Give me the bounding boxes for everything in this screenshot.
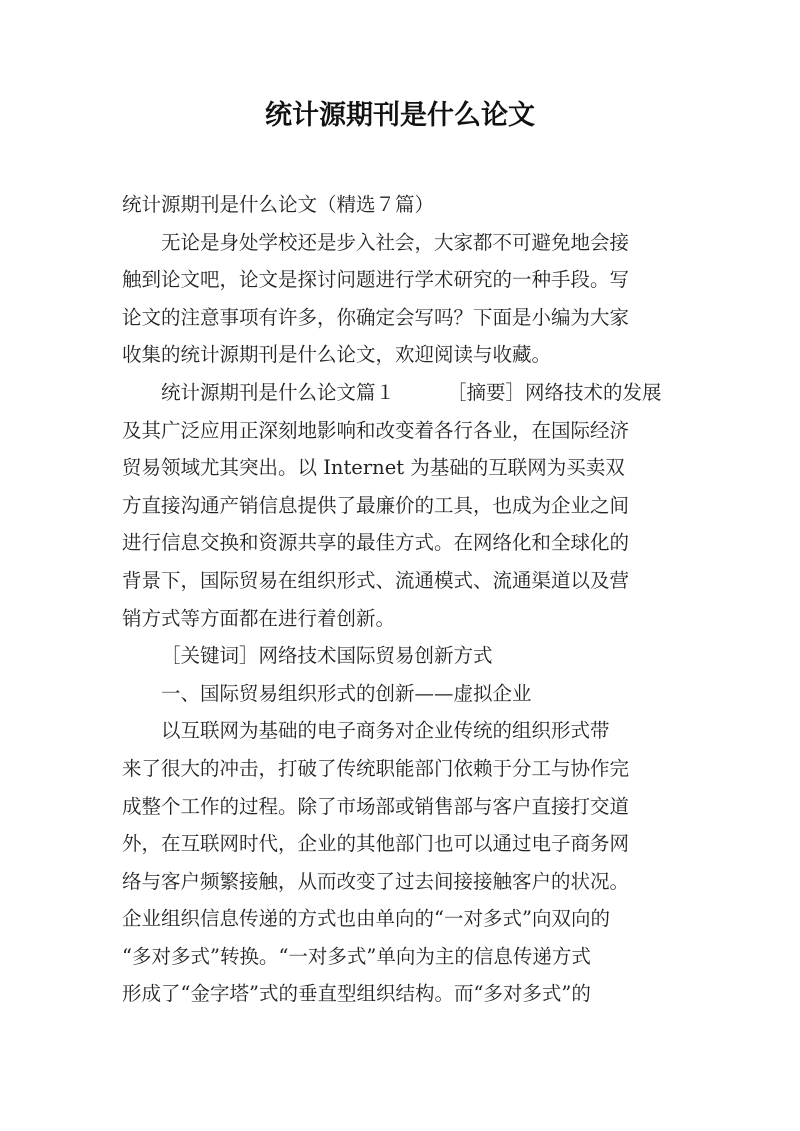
paragraph-line: 及其广泛应用正深刻地影响和改变着各行各业，在国际经济 bbox=[122, 418, 630, 442]
paragraph-line: 以互联网为基础的电子商务对企业传统的组织形式带 bbox=[161, 719, 610, 743]
section-heading: 一、国际贸易组织形式的创新——虚拟企业 bbox=[161, 681, 532, 705]
paragraph-line: 成整个工作的过程。除了市场部或销售部与客户直接打交道 bbox=[122, 794, 630, 818]
document-title: 统计源期刊是什么论文 bbox=[265, 100, 535, 131]
paragraph-line: 背景下，国际贸易在组织形式、流通模式、流通渠道以及营 bbox=[122, 568, 630, 592]
paragraph-line: 来了很大的冲击，打破了传统职能部门依赖于分工与协作完 bbox=[122, 756, 630, 780]
paragraph-line: 络与客户频繁接触，从而改变了过去间接接触客户的状况。 bbox=[122, 869, 630, 893]
section-heading-line bbox=[122, 374, 682, 412]
paragraph-line: 贸易领域尤其突出。以 Internet 为基础的互联网为买卖双 bbox=[122, 456, 625, 480]
paragraph-line: “多对多式”转换。“一对多式”单向为主的信息传递方式 bbox=[122, 944, 591, 968]
section-heading: 统计源期刊是什么论文篇１ bbox=[161, 380, 396, 404]
paragraph-line: 外，在互联网时代，企业的其他部门也可以通过电子商务网 bbox=[122, 832, 630, 856]
paragraph-line: 企业组织信息传递的方式也由单向的“一对多式”向双向的 bbox=[122, 907, 610, 931]
paragraph-line: 触到论文吧，论文是探讨问题进行学术研究的一种手段。写 bbox=[122, 268, 630, 292]
paragraph-line: 方直接沟通产销信息提供了最廉价的工具，也成为企业之间 bbox=[122, 493, 630, 517]
paragraph-line: 形成了“金字塔”式的垂直型组织结构。而“多对多式”的 bbox=[122, 982, 591, 1006]
paragraph-line: 销方式等方面都在进行着创新。 bbox=[122, 606, 396, 630]
abstract-label: ［摘要］网络技术的发展 bbox=[447, 380, 662, 404]
keywords-line: ［关键词］网络技术国际贸易创新方式 bbox=[161, 644, 493, 668]
paragraph-line: 收集的统计源期刊是什么论文，欢迎阅读与收藏。 bbox=[122, 343, 552, 367]
paragraph-line: 无论是身处学校还是步入社会，大家都不可避免地会接 bbox=[161, 230, 630, 254]
paragraph-line: 进行信息交换和资源共享的最佳方式。在网络化和全球化的 bbox=[122, 531, 630, 555]
paragraph-line: 论文的注意事项有许多，你确定会写吗？下面是小编为大家 bbox=[122, 305, 630, 329]
document-subtitle: 统计源期刊是什么论文（精选７篇） bbox=[122, 193, 435, 216]
document-body bbox=[122, 186, 682, 1013]
